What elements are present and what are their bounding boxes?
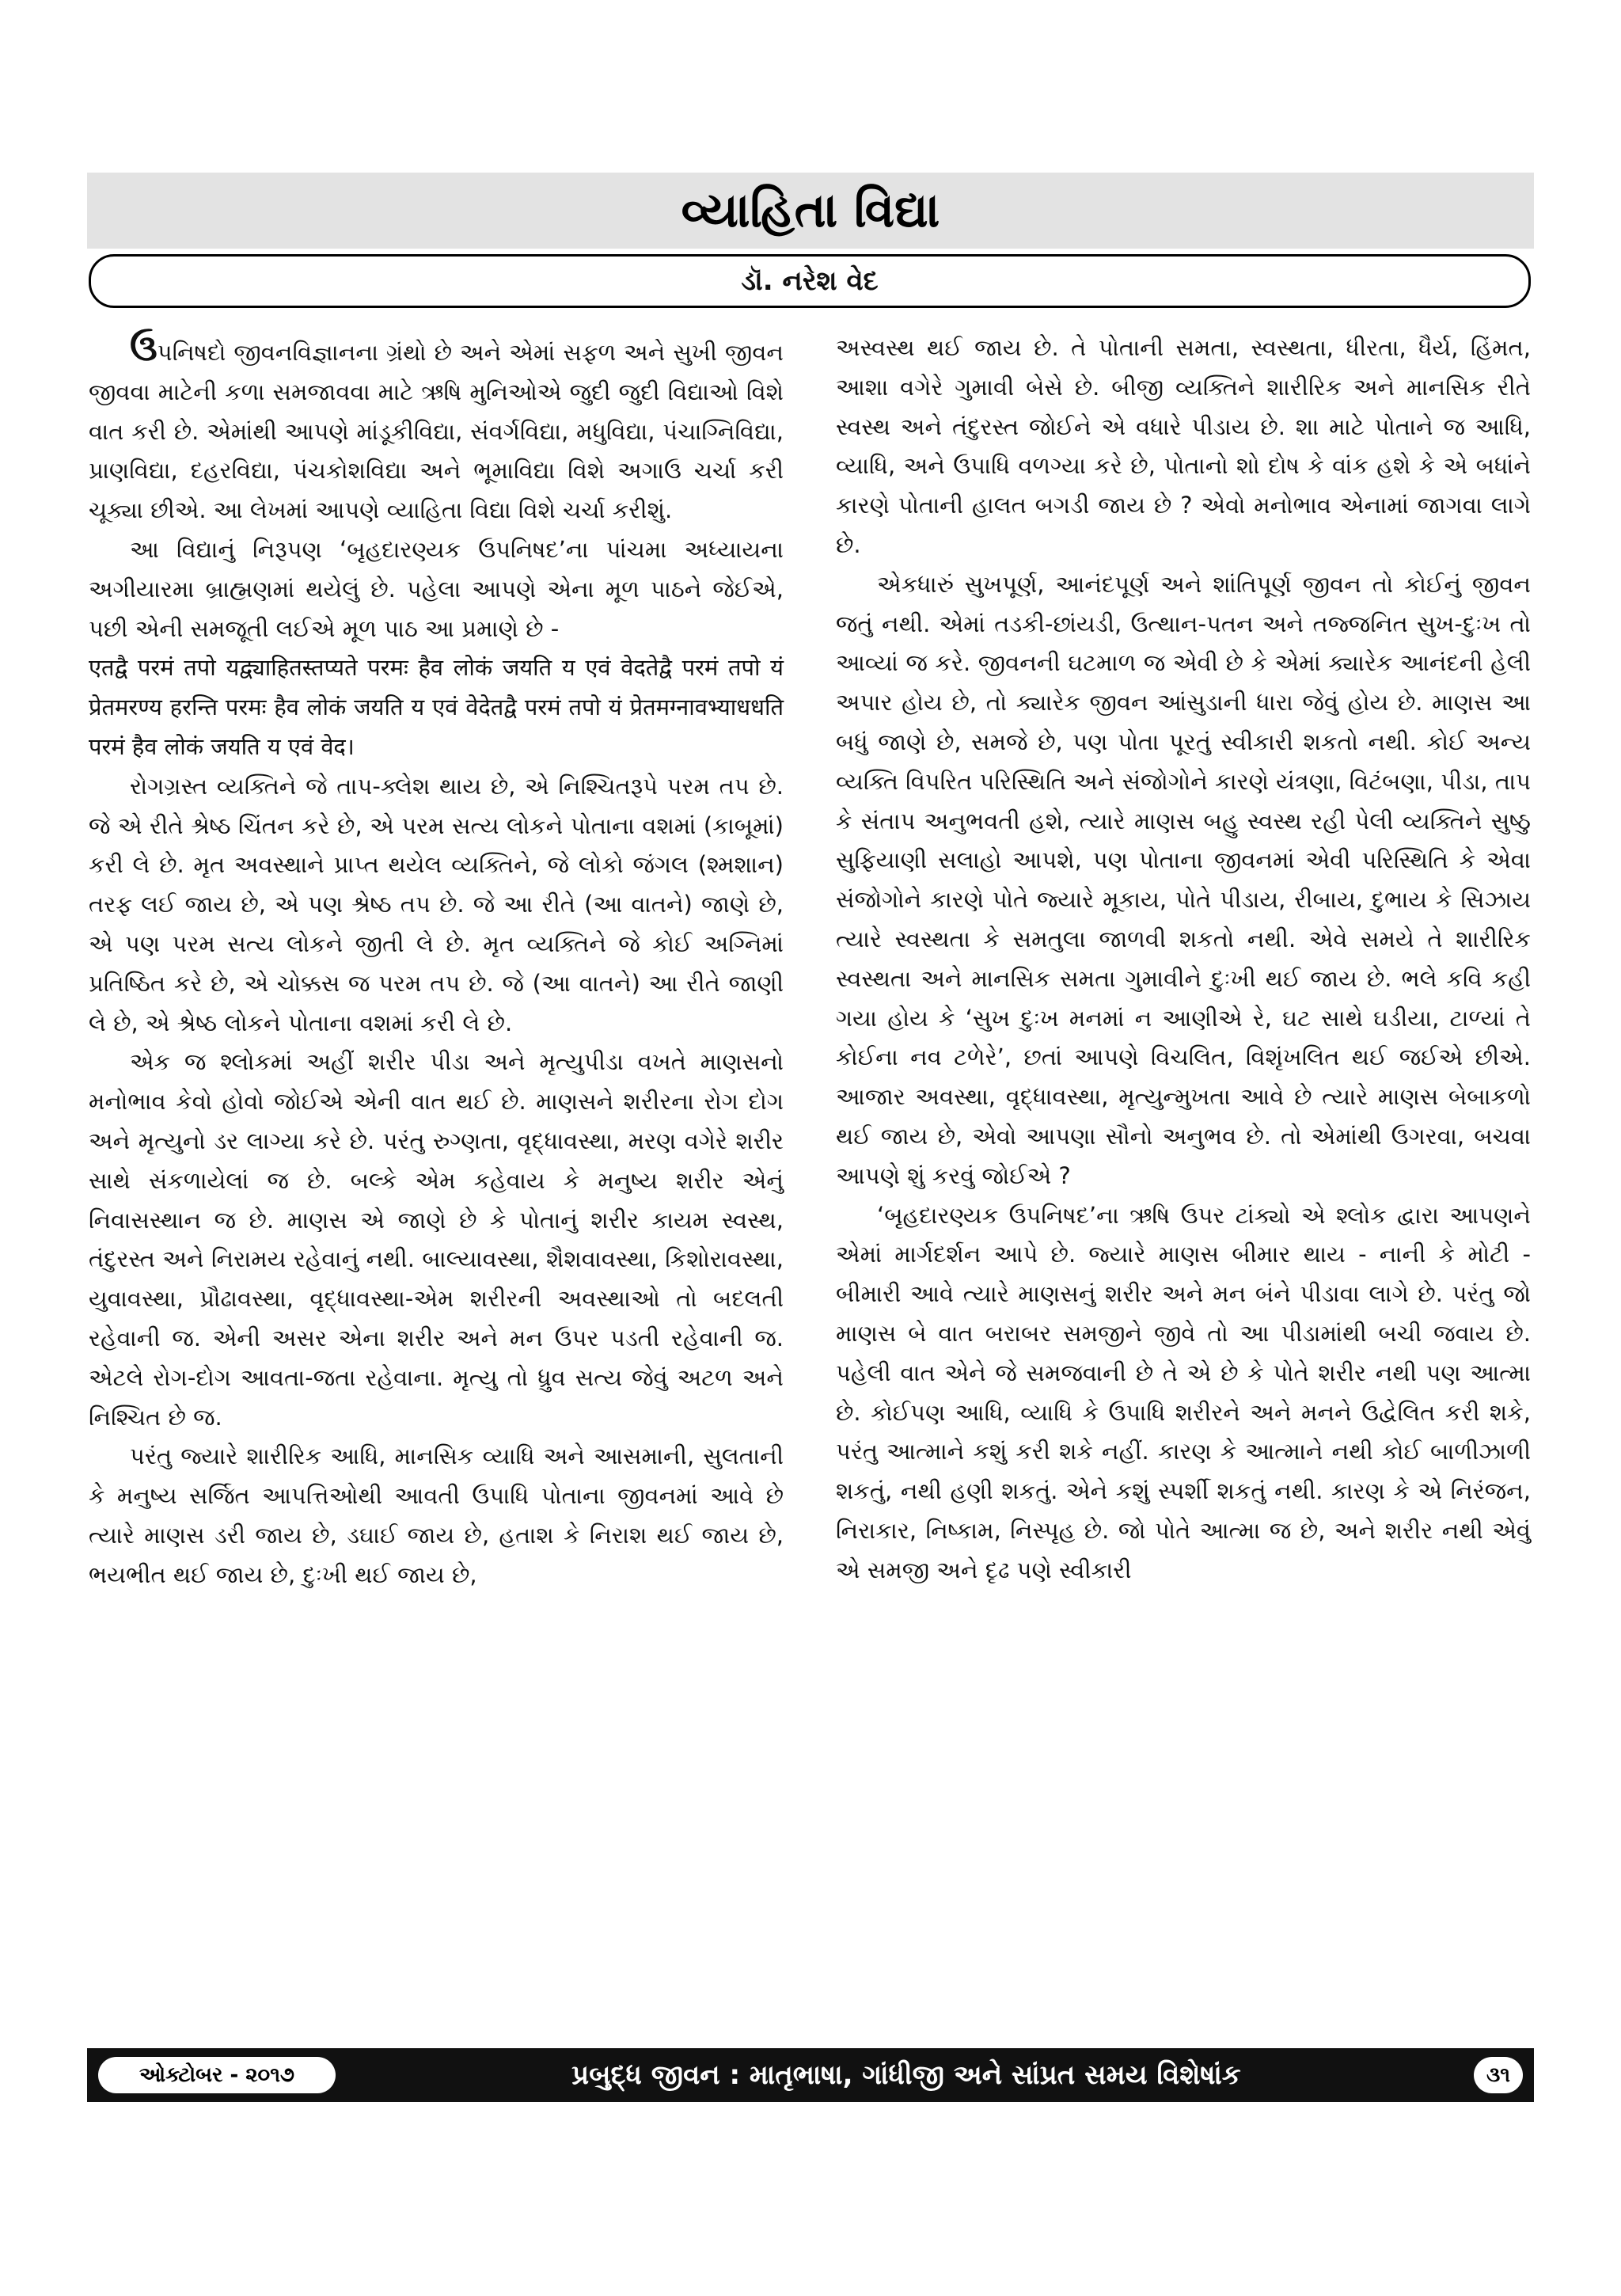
paragraph-body: ‘બૃહદારણ્યક ઉપનિષદ’ના ઋષિ ઉપર ટાંક્યો એ શ્લોક દ્વારા આપણને એમાં માર્ગદર્શન આપે છે. જ્યારે માણસ બીમાર થાય - નાની કે મોટી - બીમારી આવે ત્યારે માણસનું શરીર અને મન બંને પીડાવા લાગે છે. પરંતુ જો માણસ બે વાત બરાબર સમજીને જીવે તો આ પીડામાંથી બચી જવાય છે. પહેલી વાત એને જે સમજવાની છે તે એ છે કે પોતે શરીર નથી પણ આત્મા છે. કોઈપણ આધિ, વ્યાધિ કે ઉપાધિ શરીરને અને મનને ઉદ્વેલિત કરી શકે, પરંતુ આત્માને કશું કરી શકે નહીં. કારણ કે આત્માને નથી કોઈ બાળીઝાળી શકતું, નથી હણી શકતું. એને કશું સ્પર્શી શકતું નથી. કારણ કે એ નિરંજન, નિરાકાર, નિષ્કામ, નિસ્પૃહ છે. જો પોતે આત્મા જ છે, અને શરીર નથી એવું એ સમજી અને દૃઢ પણે સ્વીકારી	[836, 1201, 1531, 1583]
paragraph-continued: અસ્વસ્થ થઈ જાય છે. તે પોતાની સમતા, સ્વસ્થતા, ધીરતા, ધૈર્ય, હિંમત, આશા વગેરે ગુમાવી બેસે છે. બીજી વ્યક્તિને શારીરિક અને માનસિક રીતે સ્વસ્થ અને તંદુરસ્ત જોઈને એ વધારે પીડાય છે. શા માટે પોતાને જ આધિ, વ્યાધિ, અને ઉપાધિ વળગ્યા કરે છે, પોતાનો શો દોષ કે વાંક હશે કે એ બધાંને કારણે પોતાની હાલત બગડી જાય છે ? એવો મનોભાવ એનામાં જાગવા લાગે છે.	[836, 334, 1531, 558]
publication-title: પ્રબુદ્ધ જીવન : માતૃભાષા, ગાંધીજી અને સાંપ્રત સમય વિશેષાંક	[571, 2059, 1241, 2091]
paragraph-intro	[89, 326, 784, 530]
paragraph-body: એક જ શ્લોકમાં અહીં શરીર પીડા અને મૃત્યુપીડા વખતે માણસનો મનોભાવ કેવો હોવો જોઈએ એની વાત થઈ છે. માણસને શરીરના રોગ દોગ અને મૃત્યુનો ડર લાગ્યા કરે છે. પરંતુ રુગ્ણતા, વૃદ્ધાવસ્થા, મરણ વગેરે શરીર સાથે સંકળાયેલાં જ છે. બલ્કે એમ કહેવાય કે મનુષ્ય શરીર એનું નિવાસસ્થાન જ છે. માણસ એ જાણે છે કે પોતાનું શરીર કાયમ સ્વસ્થ, તંદુરસ્ત અને નિરામય રહેવાનું નથી. બાલ્યાવસ્થા, શૈશવાવસ્થા, કિશોરાવસ્થા, યુવાવસ્થા, પ્રૌઢાવસ્થા, વૃદ્ધાવસ્થા-એમ શરીરની અવસ્થાઓ તો બદલતી રહેવાની જ. એની અસર એના શરીર અને મન ઉપર પડતી રહેવાની જ. એટલે રોગ-દોગ આવતા-જતા રહેવાના. મૃત્યુ તો ધ્રુવ સત્ય જેવું અટળ અને નિશ્ચિત છે જ.	[89, 1048, 784, 1431]
left-column	[89, 326, 784, 1595]
paragraph-body: એકધારું સુખપૂર્ણ, આનંદપૂર્ણ અને શાંતિપૂર્ણ જીવન તો કોઈનું જીવન જતું નથી. એમાં તડકી-છાંયડી, ઉત્થાન-પતન અને તજ્જનિત સુખ-દુઃખ તો આવ્યાં જ કરે. જીવનની ઘટમાળ જ એવી છે કે એમાં ક્યારેક આનંદની હેલી અપાર હોય છે, તો ક્યારેક જીવન આંસુડાની ધારા જેવું હોય છે. માણસ આ બધું જાણે છે, સમજે છે, પણ પોતા પૂરતું સ્વીકારી શકતો નથી. કોઈ અન્ય વ્યક્તિ વિપરિત પરિસ્થિતિ અને સંજોગોને કારણે યંત્રણા, વિટંબણા, પીડા, તાપ કે સંતાપ અનુભવતી હશે, ત્યારે માણસ બહુ સ્વસ્થ રહી પેલી વ્યક્તિને સુષ્ઠુ સુફિયાણી સલાહો આપશે, પણ પોતાના જીવનમાં એવી પરિસ્થિતિ કે એવા સંજોગોને કારણે પોતે જ્યારે મૂકાય, પોતે પીડાય, રીબાય, દુભાય કે સિઝાય ત્યારે સ્વસ્થતા કે સમતુલા જાળવી શકતો નથી. એવે સમયે તે શારીરિક સ્વસ્થતા અને માનસિક સમતા ગુમાવીને દુઃખી થઈ જાય છે. ભલે કવિ કહી ગયા હોય કે ‘સુખ દુઃખ મનમાં ન આણીએ રે, ઘટ સાથે ઘડીયા, ટાળ્યાં તે કોઈના નવ ટળેરે’, છતાં આપણે વિચલિત, વિશૃંખલિત થઈ જઈએ છીએ. આજાર અવસ્થા, વૃદ્ધાવસ્થા, મૃત્યુન્મુખતા આવે છે ત્યારે માણસ બેબાકળો થઈ જાય છે, એવો આપણા સૌનો અનુભવ છે. તો એમાંથી ઉગરવા, બચવા આપણે શું કરવું જોઈએ ?	[836, 570, 1531, 1189]
page-footer	[87, 2048, 1534, 2102]
article-title: વ્યાહિતા વિદ્યા	[87, 173, 1534, 249]
paragraph-translation: રોગગ્રસ્ત વ્યક્તિને જે તાપ-ક્લેશ થાય છે, એ નિશ્ચિતરૂપે પરમ તપ છે. જે એ રીતે શ્રેષ્ઠ ચિંતન કરે છે, એ પરમ સત્ય લોકને પોતાના વશમાં (કાબૂમાં) કરી લે છે. મૃત અવસ્થાને પ્રાપ્ત થયેલ વ્યક્તિને, જે લોકો જંગલ (શ્મશાન) તરફ લઈ જાય છે, એ પણ શ્રેષ્ઠ તપ છે. જે આ રીતે (આ વાતને) જાણે છે, એ પણ પરમ સત્ય લોકને જીતી લે છે. મૃત વ્યક્તિને જે કોઈ અગ્નિમાં પ્રતિષ્ઠિત કરે છે, એ ચોક્કસ જ પરમ તપ છે. જે (આ વાતને) આ રીતે જાણી લે છે, એ શ્રેષ્ઠ લોકને પોતાના વશમાં કરી લે છે.	[89, 772, 784, 1036]
author-name: ડૉ. નરેશ વેદ	[741, 265, 879, 297]
right-column	[836, 329, 1531, 1591]
author-banner	[89, 254, 1531, 308]
sanskrit-verse: एतद्वै परमं तपो यद्व्याहितस्तप्यते परमः हैव लोकं जयति य एवं वेदतेद्वै परमं तपो यं प्रेतमरण्य हरन्ति परमः हैव लोकं जयति य एवं वेदेतद्वै परमं तपो यं प्रेतमग्नावभ्याधधति परमं हैव लोकं जयति य एवं वेद।	[89, 654, 784, 760]
issue-date: ઓક્ટોબર - ૨૦૧૭	[98, 2057, 336, 2093]
drop-cap: ઉ	[130, 326, 158, 369]
paragraph-source: આ વિદ્યાનું નિરૂપણ ‘બૃહદારણ્યક ઉપનિષદ’ના પાંચમા અધ્યાયના અગીયારમા બ્રાહ્મણમાં થયેલું છે. પહેલા આપણે એના મૂળ પાઠને જેઈએ, પછી એની સમજૂતી લઈએ મૂળ પાઠ આ પ્રમાણે છે -	[89, 535, 784, 642]
paragraph-body: પરંતુ જ્યારે શારીરિક આધિ, માનસિક વ્યાધિ અને આસમાની, સુલતાની કે મનુષ્ય સર્જિત આપત્તિઓથી આવતી ઉપાધિ પોતાના જીવનમાં આવે છે ત્યારે માણસ ડરી જાય છે, ડઘાઈ જાય છે, હતાશ કે નિરાશ થઈ જાય છે, ભયભીત થઈ જાય છે, દુઃખી થઈ જાય છે,	[89, 1443, 784, 1588]
paragraph-intro-text: પનિષદો જીવનવિજ્ઞાનના ગ્રંથો છે અને એમાં સફળ અને સુખી જીવન જીવવા માટેની કળા સમજાવવા માટે ઋષિ મુનિઓએ જુદી જુદી વિદ્યાઓ વિશે વાત કરી છે. એમાંથી આપણે માંડૂકીવિદ્યા, સંવર્ગવિદ્યા, મધુવિદ્યા, પંચાગ્નિવિદ્યા, પ્રાણવિદ્યા, દહરવિદ્યા, પંચકોશવિદ્યા અને ભૂમાવિદ્યા વિશે અગાઉ ચર્ચા કરી ચૂક્યા છીએ. આ લેખમાં આપણે વ્યાહિતા વિદ્યા વિશે ચર્ચા કરીશું.	[89, 339, 784, 524]
page-number: ૩૧	[1474, 2057, 1523, 2093]
